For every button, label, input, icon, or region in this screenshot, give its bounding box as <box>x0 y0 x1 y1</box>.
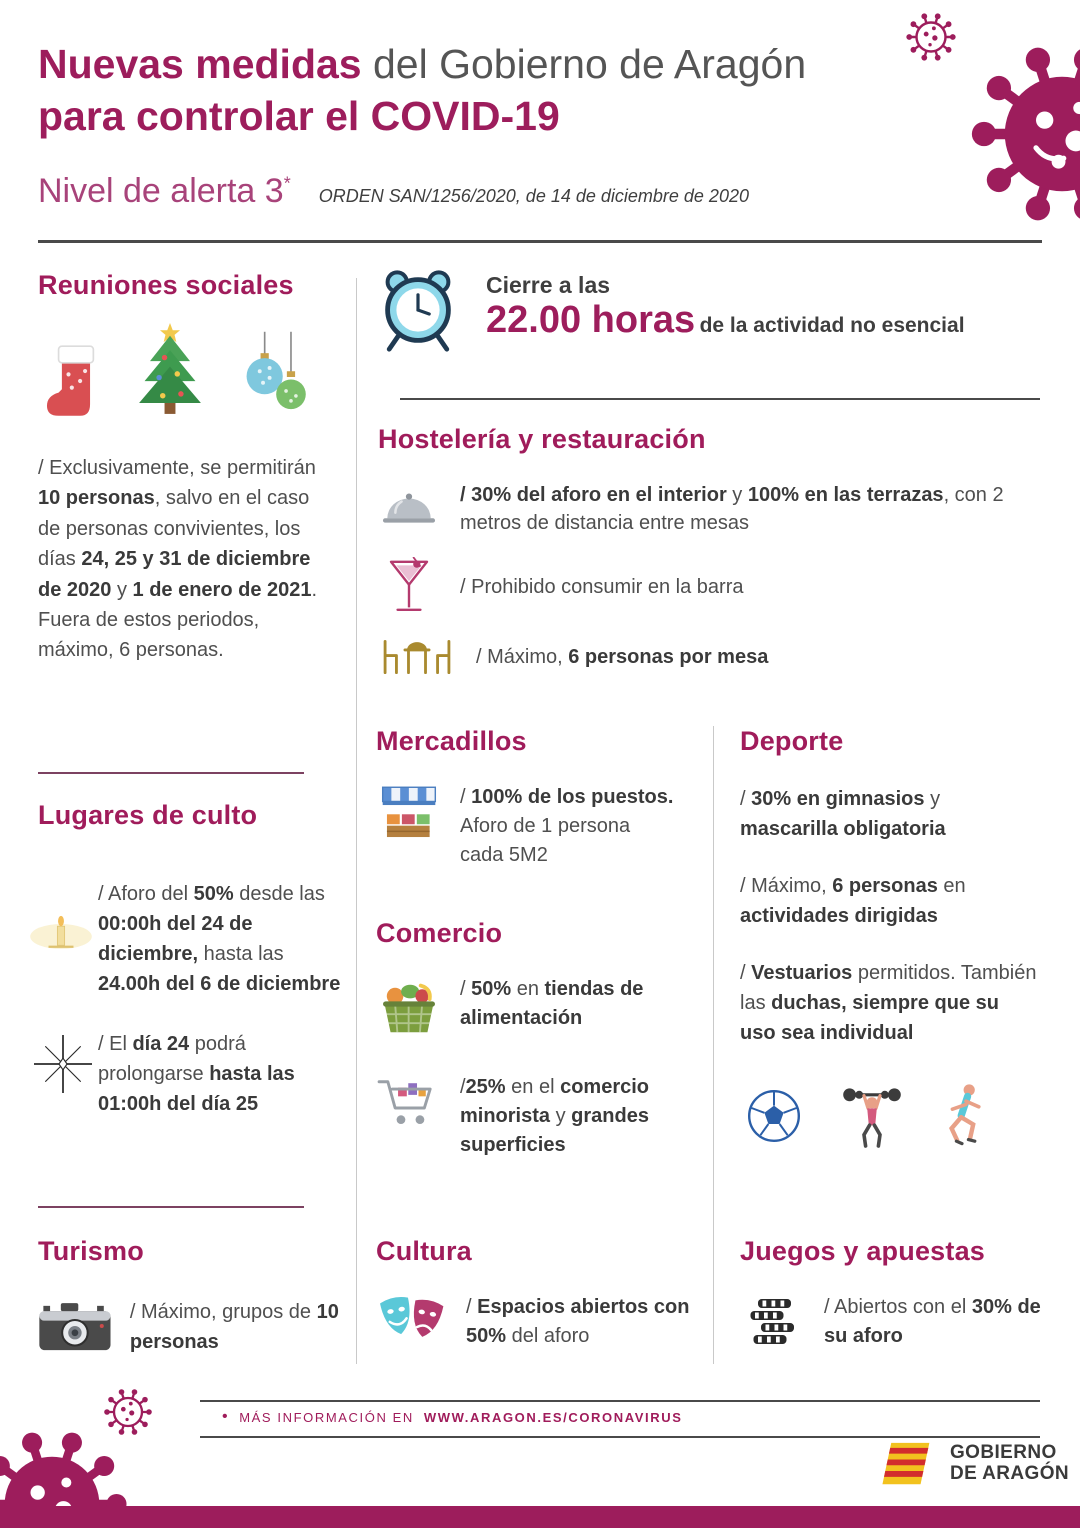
camera-icon <box>38 1293 112 1361</box>
cocktail-icon <box>388 557 430 617</box>
bottom-accent-bar <box>0 1506 1080 1528</box>
section-cierre <box>378 266 1042 354</box>
grocery-basket-icon <box>377 975 441 1039</box>
deporte-item-3: / Vestuarios permitidos. También las duchas, siempre que su uso sea individual <box>740 962 1037 1044</box>
section-lugares-de-culto <box>38 800 342 1119</box>
poker-chips-icon <box>743 1293 803 1353</box>
hosteleria-item-3: / Máximo, 6 personas por mesa <box>476 646 769 668</box>
weightlifter-icon <box>840 1082 904 1150</box>
section-title: Cultura <box>376 1236 472 1266</box>
footer-info <box>222 1408 683 1426</box>
stocking-icon <box>42 339 100 423</box>
cierre-time: 22.00 horas <box>486 299 696 341</box>
section-title: Deporte <box>740 726 844 756</box>
cultura-item: / Espacios abiertos con 50% del aforo <box>466 1296 690 1347</box>
section-divider <box>38 772 304 774</box>
juegos-item: / Abiertos con el 30% de su aforo <box>824 1296 1041 1347</box>
baubles-icon <box>240 331 314 423</box>
cierre-lead: Cierre a las <box>486 272 611 298</box>
section-title: Mercadillos <box>376 726 527 756</box>
section-juegos-apuestas <box>740 1236 1042 1353</box>
section-mercadillos <box>376 726 678 870</box>
section-turismo <box>38 1236 354 1361</box>
column-divider <box>356 278 357 1364</box>
section-title: Lugares de culto <box>38 800 258 830</box>
alert-level: Nivel de alerta 3* <box>38 172 291 210</box>
logo-line-1: GOBIERNO <box>950 1442 1057 1464</box>
footer-divider <box>200 1436 1040 1438</box>
section-title: Comercio <box>376 918 503 948</box>
alarm-clock-icon <box>378 266 458 354</box>
header-divider <box>38 240 1042 243</box>
footer-divider <box>200 1400 1040 1402</box>
column-divider <box>713 726 714 1364</box>
mercadillos-item: / 100% de los puestos. Aforo de 1 persona cada 5M2 <box>460 786 674 866</box>
culto-item-1: / Aforo del 50% desde las 00:00h del 24 de diciembre, hasta las 24.00h del 6 de diciembre <box>38 879 342 999</box>
culto-item-2: / El día 24 podrá prolongarse hasta las 01:00h del día 25 <box>38 1029 342 1119</box>
page-title: Nuevas medidas del Gobierno de Aragón para controlar el COVID-19 <box>38 41 807 140</box>
runner-icon <box>942 1082 990 1150</box>
bullet: • <box>222 1408 230 1425</box>
turismo-item: / Máximo, grupos de 10 personas <box>129 1300 339 1353</box>
section-divider <box>38 1206 304 1208</box>
section-cultura <box>376 1236 696 1351</box>
section-comercio <box>376 918 692 1160</box>
aragon-flag-icon <box>880 1440 938 1488</box>
candle-icon <box>28 913 94 957</box>
footer-url[interactable]: WWW.ARAGON.ES/CORONAVIRUS <box>423 1409 683 1425</box>
theater-masks-icon <box>376 1293 448 1343</box>
deporte-item-2: / Máximo, 6 personas en actividades dirigidas <box>740 875 966 927</box>
section-title: Reuniones sociales <box>38 270 294 300</box>
section-title: Hostelería y restauración <box>378 424 706 454</box>
logo-line-2: DE ARAGÓN <box>950 1463 1070 1484</box>
virus-icon <box>902 8 960 66</box>
section-title: Juegos y apuestas <box>740 1236 986 1266</box>
reuniones-body: / Exclusivamente, se permitirán 10 personas, salvo en el caso de personas convivientes, los días 24, 25 y 31 de diciembre de 2020 y 1 de enero de 2021. Fuera de estos periodos, máximo, 6 personas. <box>38 457 318 662</box>
soccer-ball-icon <box>746 1088 802 1144</box>
section-reuniones-sociales <box>38 270 336 666</box>
virus-icon <box>958 30 1080 238</box>
alert-asterisk: * <box>283 173 291 194</box>
star-icon <box>34 1035 92 1093</box>
order-reference: ORDEN SAN/1256/2020, de 14 de diciembre de 2020 <box>318 186 749 206</box>
serving-dish-icon <box>378 484 440 534</box>
hosteleria-item-2: / Prohibido consumir en la barra <box>460 576 744 598</box>
deporte-item-1: / 30% en gimnasios y mascarilla obligatoria <box>740 788 946 840</box>
hosteleria-item-1: / 30% del aforo en el interior y 100% en las terrazas, con 2 metros de distancia entre mesas <box>460 484 1004 534</box>
footer-info-label: MÁS INFORMACIÓN EN <box>239 1409 414 1425</box>
section-deporte <box>740 726 1040 1150</box>
cierre-divider <box>400 398 1040 400</box>
market-stall-icon <box>377 783 441 847</box>
christmas-tree-icon <box>124 323 216 423</box>
section-title: Turismo <box>38 1236 144 1266</box>
comercio-item-2: /25% en el comercio minorista y grandes superficies <box>460 1076 650 1156</box>
gobierno-aragon-logo <box>880 1440 1069 1488</box>
cierre-rest: de la actividad no esencial <box>699 314 965 337</box>
shopping-cart-icon <box>376 1073 442 1135</box>
comercio-item-1: / 50% en tiendas de alimentación <box>460 978 644 1029</box>
section-hosteleria <box>378 424 1040 679</box>
table-chairs-icon <box>378 635 456 679</box>
